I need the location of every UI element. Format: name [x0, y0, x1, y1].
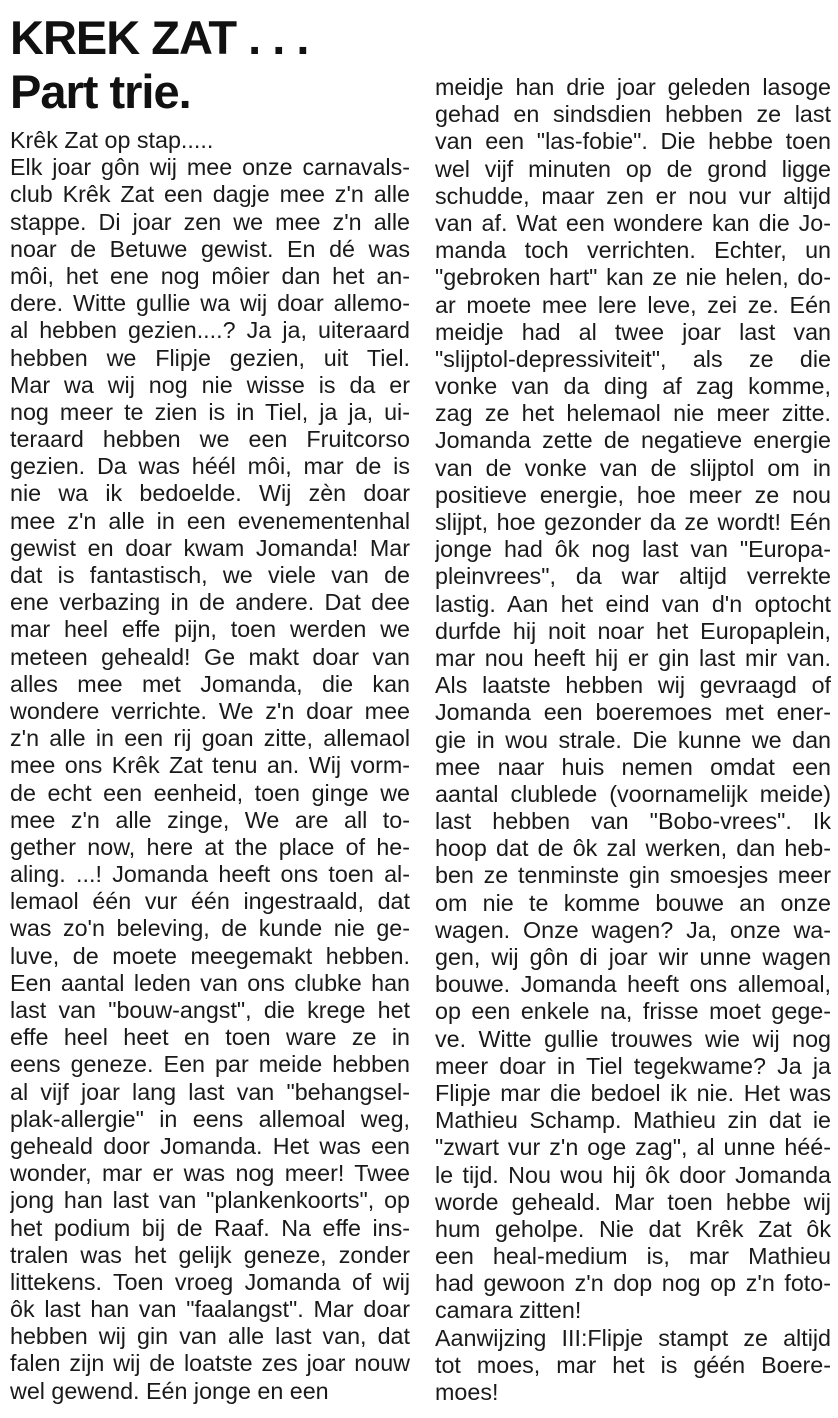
- article-title-line1: KREK ZAT . . .: [10, 11, 309, 64]
- text-line: meteen geheald! Ge makt doar van: [10, 643, 410, 670]
- text-line: geheald door Jomanda. Het was een: [10, 1132, 410, 1159]
- text-line: wondere verrichte. We z'n doar mee: [10, 697, 410, 724]
- text-line: schudde, maar zen er nou vur altijd: [435, 182, 831, 209]
- text-line: mee naar huis nemen omdat een: [435, 753, 831, 780]
- text-line: positieve energie, hoe meer ze nou: [435, 481, 831, 508]
- text-line: moes!: [435, 1379, 499, 1405]
- text-line: jong han last van "plankenkoorts", op: [10, 1187, 410, 1214]
- text-line: mee z'n alle zinge, We are all to-: [10, 806, 410, 833]
- text-line: jonge had ôk nog last van "Europa-: [435, 536, 831, 563]
- text-line: ben ze tenminste gin smoesjes meer: [435, 862, 831, 889]
- text-line: wagen. Onze wagen? Ja, onze wa-: [435, 916, 831, 943]
- text-line: môi, het ene nog môier dan het an-: [10, 262, 410, 289]
- text-line: Krêk Zat op stap.....: [10, 127, 214, 153]
- text-line: worde geheald. Mar toen hebbe wij: [435, 1188, 831, 1215]
- text-line: hebben we Flipje gezien, uit Tiel.: [10, 344, 410, 371]
- text-line: aantal clublede (voornamelijk meide): [435, 780, 831, 807]
- text-line: zag ze het helemaol nie meer zitte.: [435, 400, 831, 427]
- article-title-line2: Part trie.: [10, 65, 191, 118]
- text-line: ôk last han van "faalangst". Mar doar: [10, 1296, 410, 1323]
- text-line: le tijd. Nou wou hij ôk door Jomanda: [435, 1161, 831, 1188]
- text-line: slijpt, hoe gezonder da ze wordt! Eén: [435, 509, 831, 535]
- text-line: stappe. Di joar zen we mee z'n alle: [10, 208, 410, 235]
- text-line: Mathieu Schamp. Mathieu zin dat ie: [435, 1107, 831, 1134]
- text-line: mee z'n alle in een evenementenhal: [10, 507, 410, 534]
- text-line: Jomanda zette de negatieve energie: [435, 427, 831, 454]
- text-line: had gewoon z'n dop nog op z'n foto-: [435, 1270, 831, 1297]
- text-line: "zwart vur z'n oge zag", al unne héé-: [435, 1134, 831, 1161]
- text-line: Elk joar gôn wij mee onze carnavals-: [10, 154, 410, 181]
- text-line: dere. Witte gullie wa wij doar allemo-: [10, 290, 410, 317]
- text-line: plak-allergie" in eens allemoal weg,: [10, 1105, 410, 1132]
- text-line: dat is fantastisch, we viele van de: [10, 562, 410, 588]
- text-line: al hebben gezien....? Ja ja, uiteraard: [10, 317, 410, 344]
- text-line: op een enkele na, frisse moet gege-: [435, 998, 831, 1025]
- text-line: het podium bij de Raaf. Na effe ins-: [10, 1214, 410, 1241]
- text-line: pleinvrees", da war altijd verrekte: [435, 563, 831, 590]
- text-line: van af. Wat een wondere kan die Jo-: [435, 209, 831, 236]
- text-line: camara zitten!: [435, 1297, 582, 1324]
- text-line: gehad en sindsdien hebben ze last: [435, 101, 831, 128]
- text-line: eens geneze. Een par meide hebben: [10, 1051, 410, 1078]
- text-line: "gebroken hart" kan ze nie helen, do-: [435, 264, 831, 291]
- text-line: meidje had al twee joar last van: [435, 318, 831, 345]
- text-line: Flipje mar die bedoel ik nie. Het was: [435, 1079, 831, 1106]
- text-line: nog meer te zien is in Tiel, ja ja, ui-: [10, 398, 410, 425]
- text-line: luve, de moete meegemakt hebben.: [10, 942, 410, 969]
- text-line: vonke van da ding af zag komme,: [435, 373, 831, 400]
- text-line: mar heel effe pijn, toen werden we: [10, 616, 410, 643]
- text-line: al vijf joar lang last van "behangsel-: [10, 1078, 410, 1105]
- text-line: last hebben van "Bobo-vrees". Ik: [435, 808, 831, 835]
- text-line: wonder, mar er was nog meer! Twee: [10, 1160, 410, 1187]
- text-line: gen, wij gôn di joar wir unne wagen: [435, 944, 831, 970]
- text-line: Aanwijzing III:Flipje stampt ze altijd: [435, 1324, 831, 1351]
- text-line: ene verbazing in de andere. Dat dee: [10, 589, 410, 616]
- text-line: gie in wou strale. Die kunne we dan: [435, 726, 831, 753]
- text-line: een heal-medium is, mar Mathieu: [435, 1243, 831, 1270]
- article-column-right: [435, 74, 831, 1406]
- text-line: z'n alle in een rij goan zitte, allemaol: [10, 725, 410, 752]
- text-line: ar moete mee lere leve, zei ze. Eén: [435, 291, 831, 318]
- text-line: wel gewend. Eén jonge en een: [10, 1377, 329, 1404]
- text-line: durfde hij noit noar het Europaplein,: [435, 617, 831, 644]
- text-line: gewist en doar kwam Jomanda! Mar: [10, 534, 410, 561]
- text-line: noar de Betuwe gewist. En dé was: [10, 235, 410, 262]
- text-line: lemaol één vur één ingestraald, dat: [10, 888, 410, 915]
- text-line: om nie te komme bouwe an onze: [435, 889, 831, 916]
- text-line: lastig. Aan het eind van d'n optocht: [435, 590, 831, 617]
- text-line: hum geholpe. Nie dat Krêk Zat ôk: [435, 1215, 831, 1242]
- text-line: de echt een eenheid, toen ginge we: [10, 779, 410, 806]
- article-column-left: [10, 127, 410, 1405]
- text-line: teraard hebben we een Fruitcorso: [10, 426, 410, 453]
- text-line: mee ons Krêk Zat tenu an. Wij vorm-: [10, 752, 410, 779]
- text-line: Een aantal leden van ons clubke han: [10, 969, 410, 996]
- text-line: bouwe. Jomanda heeft ons allemoal,: [435, 971, 831, 998]
- text-line: Mar wa wij nog nie wisse is da er: [10, 371, 410, 398]
- text-line: van een "las-fobie". Die hebbe toen: [435, 128, 831, 155]
- text-line: meer doar in Tiel tegekwame? Ja ja: [435, 1052, 831, 1079]
- text-line: alles mee met Jomanda, die kan: [10, 670, 410, 697]
- text-line: nie wa ik bedoelde. Wij zèn doar: [10, 480, 410, 507]
- text-line: Jomanda een boeremoes met ener-: [435, 699, 831, 726]
- text-line: mar nou heeft hij er gin last mir van.: [435, 644, 831, 671]
- text-line: manda toch verrichten. Echter, un: [435, 237, 831, 264]
- text-line: Als laatste hebben wij gevraagd of: [435, 672, 831, 699]
- text-line: hoop dat de ôk zal werken, dan heb-: [435, 835, 831, 862]
- text-line: meidje han drie joar geleden lasoge: [435, 74, 831, 100]
- text-line: littekens. Toen vroeg Jomanda of wij: [10, 1268, 410, 1295]
- text-line: last van "bouw-angst", die krege het: [10, 997, 410, 1023]
- text-line: was zo'n beleving, de kunde nie ge-: [10, 915, 410, 942]
- text-line: gezien. Da was héél môi, mar de is: [10, 453, 410, 480]
- text-line: tot moes, mar het is géén Boere-: [435, 1351, 831, 1378]
- text-line: "slijptol-depressiviteit", als ze die: [435, 345, 831, 372]
- text-line: wel vijf minuten op de grond ligge: [435, 155, 831, 182]
- text-line: van de vonke van de slijptol om in: [435, 454, 831, 481]
- text-line: ve. Witte gullie trouwes wie wij nog: [435, 1025, 831, 1052]
- text-line: club Krêk Zat een dagje mee z'n alle: [10, 181, 410, 208]
- text-line: falen zijn wij de loatste zes joar nouw: [10, 1350, 410, 1377]
- text-line: tralen was het gelijk geneze, zonder: [10, 1241, 410, 1268]
- text-line: gether now, here at the place of he-: [10, 833, 410, 860]
- text-line: hebben wij gin van alle last van, dat: [10, 1323, 410, 1350]
- text-line: effe heel heet en toen ware ze in: [10, 1024, 410, 1051]
- text-line: aling. ...! Jomanda heeft ons toen al-: [10, 861, 410, 888]
